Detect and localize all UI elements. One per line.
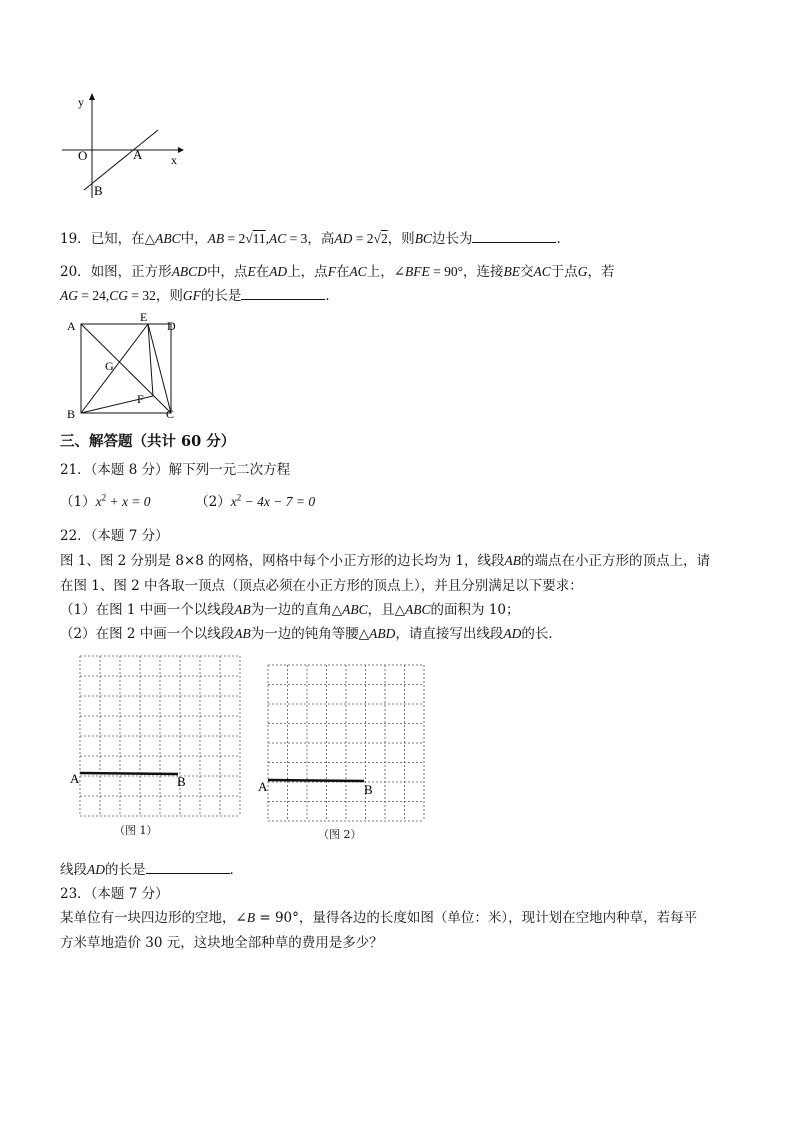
question-23-line-2: 方米草地造价 30 元，这块地全部种草的费用是多少？ xyxy=(60,935,383,951)
grid-label-b: B xyxy=(177,774,186,789)
q19-math: ABC xyxy=(155,231,181,246)
q22-text: （1）在图 1 中画一个以线段 xyxy=(60,602,235,618)
question-19 xyxy=(60,227,570,247)
question-20-line-1 xyxy=(60,260,615,280)
question-22-header: 22．（本题 7 分） xyxy=(60,528,169,544)
q22-math: ABC xyxy=(405,602,431,617)
q20-math: F xyxy=(327,264,336,279)
question-21-header: 21．（本题 8 分）解下列一元二次方程 xyxy=(60,462,291,478)
q23-text: = 90°，量得各边的长度如图（单位：米），现计划在空地内种草，若每平 xyxy=(255,910,698,926)
q19-text: ，则 xyxy=(387,231,415,247)
q19-math: = 3 xyxy=(286,231,308,246)
figure-1-caption: （图 1） xyxy=(114,824,158,837)
x-axis-arrow xyxy=(178,147,184,153)
q19-end: ． xyxy=(556,231,570,247)
segment-ab xyxy=(80,773,178,774)
q20-text: ，则 xyxy=(155,288,183,304)
q22-text: 的端点在小正方形的顶点上，请 xyxy=(521,553,711,569)
equation-2: − 4x − 7 = 0 xyxy=(241,494,316,509)
q19-text: ，高 xyxy=(307,231,335,247)
q20-text: 在 xyxy=(335,264,350,280)
question-20-line-2 xyxy=(60,284,339,304)
point-b-label: B xyxy=(94,183,103,198)
q20-math: AG xyxy=(60,288,78,303)
q20-text: ，若 xyxy=(587,264,615,280)
question-22-line-2: 在图 1、图 2 中各取一顶点（顶点必须在小正方形的顶点上），并且分别满足以下要求： xyxy=(60,578,583,594)
q22-text: 为一边的直角△ xyxy=(250,602,343,618)
figure-2-caption: （图 2） xyxy=(318,828,362,841)
q19-number: 19． xyxy=(60,231,91,247)
line-ab xyxy=(84,130,158,190)
q22-math: AB xyxy=(504,553,522,568)
sqrt-11: √11 xyxy=(245,231,266,246)
q20-text: 于点 xyxy=(550,264,578,280)
q20-math: AD xyxy=(269,264,288,279)
q19-text: 边长为 xyxy=(431,231,473,247)
radicand: 11 xyxy=(252,231,266,246)
radicand: 2 xyxy=(380,231,388,246)
q20-text: 上，∠ xyxy=(366,264,406,280)
q20-math: BE xyxy=(503,264,521,279)
y-axis-arrow xyxy=(89,93,95,100)
q19-math: , xyxy=(265,231,269,246)
q22-math: AB xyxy=(234,626,251,641)
origin-label: O xyxy=(78,148,88,163)
q20-math: = 24, xyxy=(78,288,110,303)
grid-label-a: A xyxy=(70,771,80,786)
exponent: 2 xyxy=(101,492,107,503)
q22-math: ABC xyxy=(342,602,368,617)
q19-math: AC xyxy=(269,231,287,246)
q20-math: E xyxy=(247,264,256,279)
q22-text: 的长． xyxy=(521,626,562,642)
grid-figure-1 xyxy=(64,650,250,822)
q20-math: AC xyxy=(349,264,367,279)
label-f: F xyxy=(137,392,144,406)
question-23-header: 23．（本题 7 分） xyxy=(60,886,169,902)
q22-text: （2）在图 2 中画一个以线段 xyxy=(60,626,235,642)
q20-text: 在 xyxy=(255,264,270,280)
q20-math: G xyxy=(577,264,588,279)
q22-math: AD xyxy=(503,626,522,641)
q22-math: ABD xyxy=(369,626,396,641)
q22-text: 的面积为 10； xyxy=(430,602,520,618)
question-22-line-4 xyxy=(60,622,562,642)
answer-blank[interactable] xyxy=(241,287,325,300)
q20-math: BFE xyxy=(405,264,430,279)
grid-lines xyxy=(268,665,424,821)
diagonal-ac xyxy=(81,324,171,413)
axes-figure xyxy=(60,90,190,200)
q22-math: AD xyxy=(87,862,105,877)
equation-1: + x = 0 xyxy=(106,494,151,509)
q20-text: 交 xyxy=(520,264,534,280)
question-22-line-3 xyxy=(60,598,520,618)
q19-text: 中， xyxy=(180,231,208,247)
q20-text: 的长是 xyxy=(200,288,242,304)
q20-end: ． xyxy=(325,288,339,304)
q20-math: = 32 xyxy=(128,288,156,303)
q22-text: 线段 xyxy=(60,862,87,878)
q19-math: = 2 xyxy=(224,231,246,246)
grid-label-a: A xyxy=(258,779,268,794)
q20-math: GF xyxy=(182,288,201,303)
q20-number: 20． xyxy=(60,264,91,280)
q19-math: AD xyxy=(334,231,353,246)
label-e: E xyxy=(140,310,148,324)
q22-text: 为一边的钝角等腰△ xyxy=(250,626,370,642)
q23-text: 某单位有一块四边形的空地，∠ xyxy=(60,910,247,926)
q20-text: 中，点 xyxy=(206,264,248,280)
square-figure xyxy=(62,308,192,423)
y-axis-label: y xyxy=(78,95,84,109)
q20-text: 上，点 xyxy=(287,264,328,280)
question-22-answer xyxy=(60,858,243,878)
segment-ab xyxy=(268,780,364,781)
q20-math: ABCD xyxy=(171,264,207,279)
answer-blank[interactable] xyxy=(472,230,556,243)
grid-figure-2 xyxy=(254,660,428,828)
label-a: A xyxy=(67,319,76,333)
sqrt-2: √2 xyxy=(373,231,388,246)
label-d: D xyxy=(167,319,176,333)
q20-text: = 90°，连接 xyxy=(429,264,504,279)
grid-lines xyxy=(80,656,240,816)
grid-label-b: B xyxy=(364,782,373,797)
question-22-line-1 xyxy=(60,549,710,569)
q20-text: 如图，正方形 xyxy=(90,264,172,280)
q22-text: ，请直接写出线段 xyxy=(395,626,504,642)
q19-math: BC xyxy=(414,231,432,246)
equation-1: x xyxy=(95,494,102,509)
exponent: 2 xyxy=(236,492,242,503)
part-1-label: （1） xyxy=(60,494,96,510)
question-21-equations xyxy=(60,490,315,510)
q23-math: B xyxy=(246,910,256,925)
q19-math: = 2 xyxy=(352,231,374,246)
label-c: C xyxy=(166,407,175,421)
q22-text: 的长是 xyxy=(105,862,146,878)
section-3-heading: 三、解答题（共计 60 分） xyxy=(60,433,236,450)
q19-text: 已知，在△ xyxy=(90,231,156,247)
label-b: B xyxy=(67,407,76,421)
point-a-label: A xyxy=(133,147,143,162)
x-axis-label: x xyxy=(171,153,177,167)
question-23-line-1 xyxy=(60,906,697,926)
q20-math: CG xyxy=(109,288,129,303)
q22-text: ，且△ xyxy=(367,602,406,618)
q22-text: 图 1、图 2 分别是 8×8 的网格，网格中每个小正方形的边长均为 1，线段 xyxy=(60,553,505,569)
label-g: G xyxy=(105,359,114,373)
q22-end: ． xyxy=(229,862,243,878)
q20-math: AC xyxy=(533,264,551,279)
answer-blank[interactable] xyxy=(146,861,230,874)
part-2-label: （2） xyxy=(195,494,231,510)
q19-math: AB xyxy=(207,231,225,246)
q22-math: AB xyxy=(234,602,251,617)
equation-2: x xyxy=(230,494,237,509)
